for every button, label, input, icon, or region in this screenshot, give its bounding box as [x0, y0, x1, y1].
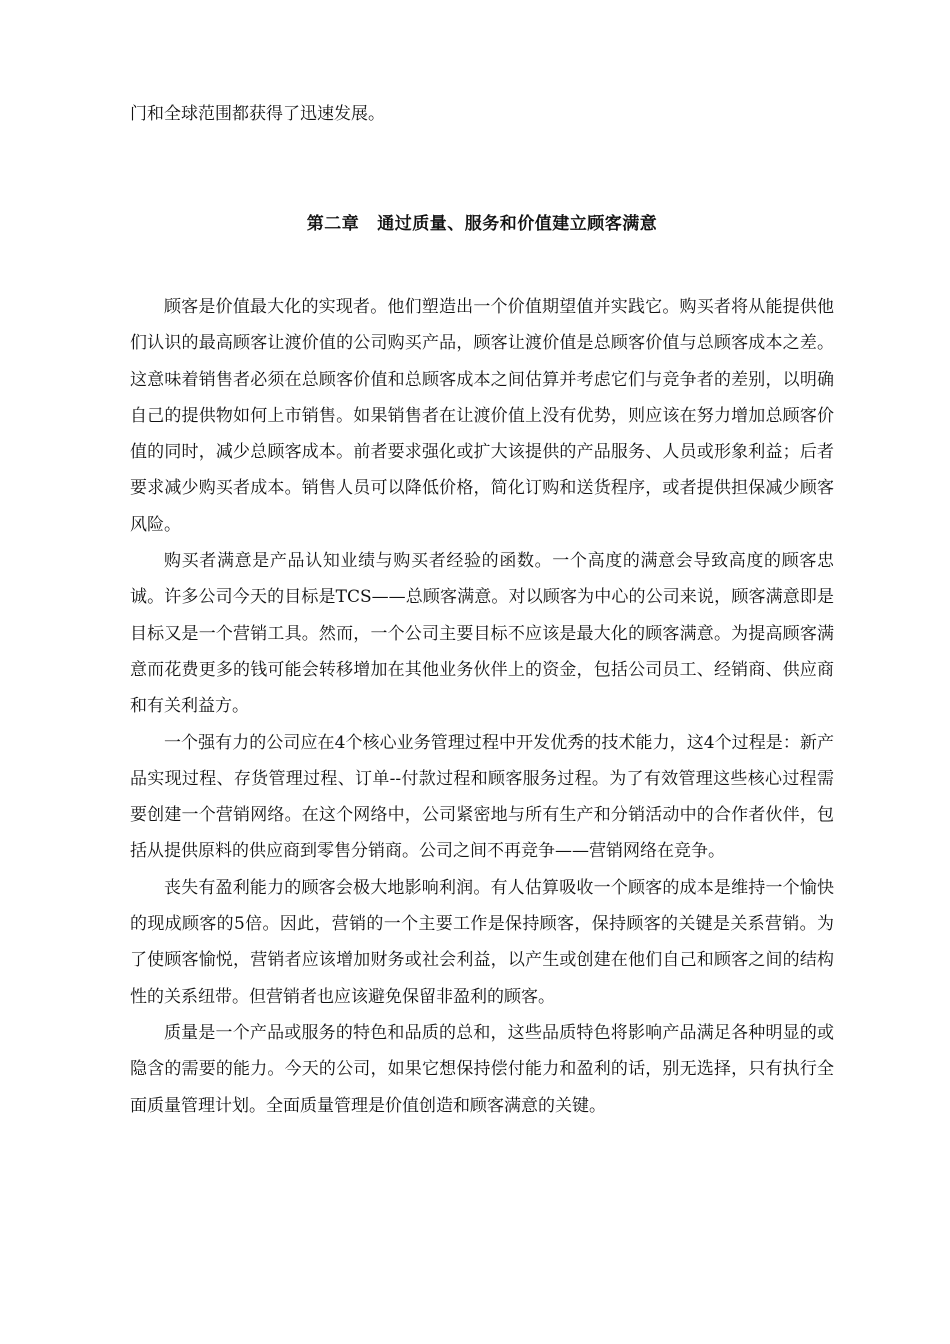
paragraph: 质量是一个产品或服务的特色和品质的总和，这些品质特色将影响产品满足各种明显的或隐含的需要的能力。今天的公司，如果它想保持偿付能力和盈利的话，别无选择，只有执行全面质量管理计划。全面质量管理是价值创造和顾客满意的关键。	[130, 1022, 834, 1116]
chapter-number: 第二章	[306, 214, 360, 234]
paragraph: 购买者满意是产品认知业绩与购买者经验的函数。一个高度的满意会导致高度的顾客忠诚。许多公司今天的目标是TCS——总顾客满意。对以顾客为中心的公司来说，顾客满意即是目标又是一个营销工具。然而，一个公司主要目标不应该是最大化的顾客满意。为提高顾客满意而花费更多的钱可能会转移增加在其他业务伙伴上的资金，包括公司员工、经销商、供应商和有关利益方。	[130, 551, 834, 717]
paragraph: 丧失有盈利能力的顾客会极大地影响利润。有人估算吸收一个顾客的成本是维持一个愉快的现成顾客的5倍。因此，营销的一个主要工作是保持顾客，保持顾客的关键是关系营销。为了使顾客愉悦，营销者应该增加财务或社会利益，以产生或创建在他们自己和顾客之间的结构性的关系纽带。但营销者也应该避免保留非盈利的顾客。	[130, 877, 834, 1007]
chapter-title: 通过质量、服务和价值建立顾客满意	[377, 214, 658, 234]
document-body	[130, 96, 834, 1124]
chapter-text	[130, 289, 834, 1124]
continued-line: 门和全球范围都获得了迅速发展。	[130, 104, 385, 124]
chapter-heading	[130, 207, 834, 241]
paragraph: 顾客是价值最大化的实现者。他们塑造出一个价值期望值并实践它。购买者将从能提供他们认识的最高顾客让渡价值的公司购买产品，顾客让渡价值是总顾客价值与总顾客成本之差。这意味着销售者必须在总顾客价值和总顾客成本之间估算并考虑它们与竞争者的差别，以明确自己的提供物如何上市销售。如果销售者在让渡价值上没有优势，则应该在努力增加总顾客价值的同时，减少总顾客成本。前者要求强化或扩大该提供的产品服务、人员或形象利益；后者要求减少购买者成本。销售人员可以降低价格，简化订购和送货程序，或者提供担保减少顾客风险。	[130, 297, 834, 535]
paragraph: 一个强有力的公司应在4个核心业务管理过程中开发优秀的技术能力，这4个过程是：新产品实现过程、存货管理过程、订单--付款过程和顾客服务过程。为了有效管理这些核心过程需要创建一个营销网络。在这个网络中，公司紧密地与所有生产和分销活动中的合作者伙伴，包括从提供原料的供应商到零售分销商。公司之间不再竞争——营销网络在竞争。	[130, 732, 834, 862]
